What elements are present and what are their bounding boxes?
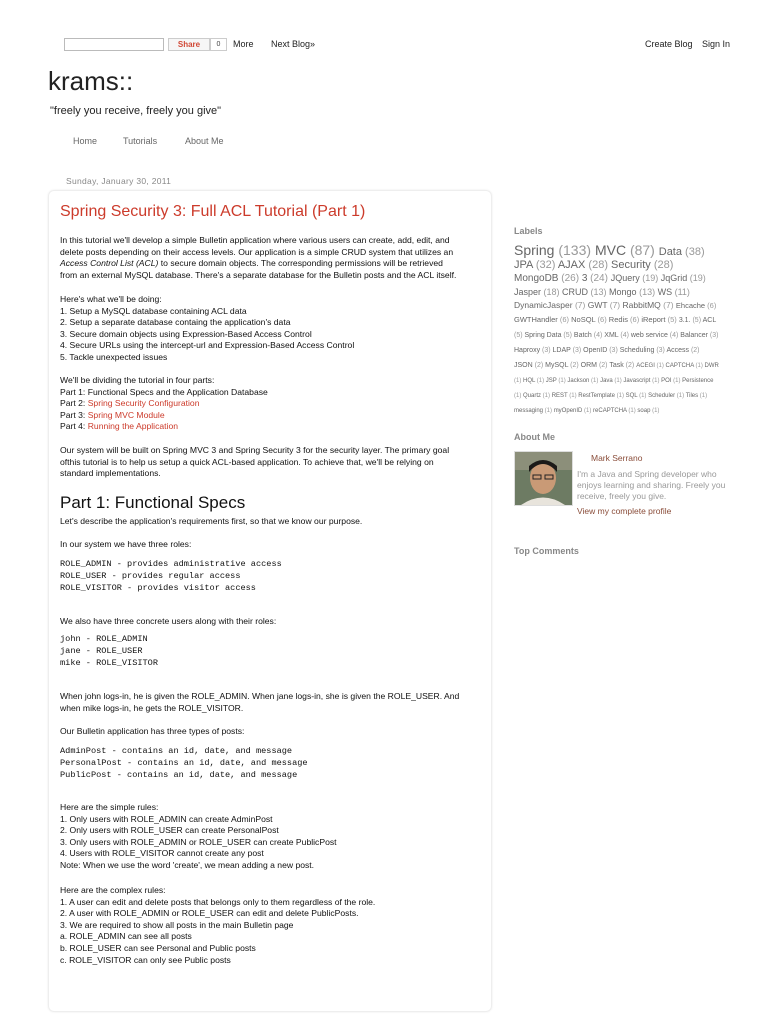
label-item [553, 347, 584, 354]
blog-title[interactable]: krams:: [48, 66, 134, 96]
label-item [567, 378, 600, 384]
label-link[interactable]: XML [604, 332, 619, 339]
label-link[interactable]: HQL [523, 378, 536, 384]
label-item [593, 408, 637, 414]
label-link[interactable]: Security [611, 259, 651, 271]
list-item: c. ROLE_VISITOR can only see Public posts [60, 954, 231, 965]
label-item [623, 378, 661, 384]
label-link[interactable]: REST [551, 393, 568, 399]
label-count: (18) [541, 287, 563, 297]
label-link[interactable]: NoSQL [571, 315, 596, 324]
post-intro: In this tutorial we'll develop a simple Bulletin application where various users can create, add, edit, and delete posts depending on their access levels. Our application is a simple CRUD system that utilizes an Access Control List (ACL) to secure domain objects. The corresponding permissions will be retrieved from an external MySQL database. There's a separate database for the Bulletin posts and the ACL itself. [60, 235, 457, 280]
list-item: 3. Secure domain objects using Expression-Based Access Control [60, 328, 312, 339]
label-count: (1) [675, 393, 686, 399]
label-count: (1) [543, 408, 554, 414]
label-item [609, 315, 642, 324]
label-link[interactable]: reCAPTCHA [593, 408, 627, 414]
label-item [525, 332, 574, 339]
label-item [571, 315, 609, 324]
label-count: (6) [705, 301, 717, 310]
label-link[interactable]: CRUD [562, 287, 589, 297]
label-item [523, 378, 546, 384]
label-item [514, 287, 562, 297]
label-item [578, 393, 625, 399]
label-link[interactable]: Task [609, 362, 624, 369]
label-count: (4) [618, 332, 631, 339]
label-link[interactable]: AJAX [557, 259, 586, 271]
label-item [666, 363, 705, 369]
about-heading: About Me [514, 432, 555, 442]
label-count: (5) [690, 317, 703, 324]
system-paragraph: Our system will be built on Spring MVC 3 and Spring Security 3 for the security layer. The primary goal ofthis tutorial is to help us setup a quick ACL-based application. To achieve that, we'll be relying on standard implementations. [60, 445, 450, 479]
tab-tutorials[interactable]: Tutorials [123, 136, 158, 146]
label-link[interactable]: Javascript [623, 378, 651, 384]
label-count: (6) [557, 315, 572, 324]
describe-text: Let's describe the application's requirements first, so that we know our purpose. [60, 516, 363, 526]
part-4-item: Part 4: Running the Application [60, 421, 179, 432]
label-item [680, 332, 718, 339]
label-item [658, 287, 690, 297]
label-link[interactable]: JQuery [610, 273, 640, 283]
label-cloud [514, 244, 720, 417]
label-item [514, 273, 582, 284]
label-link[interactable]: MongoDB [514, 273, 559, 284]
label-link[interactable]: Access [666, 347, 689, 354]
label-link[interactable]: CAPTCHA [665, 363, 694, 369]
label-item [604, 332, 631, 339]
label-count: (6) [595, 315, 609, 324]
author-name-link[interactable]: Mark Serrano [591, 453, 643, 463]
list-item: 2. Only users with ROLE_USER can create PersonalPost [60, 825, 279, 836]
label-item [636, 363, 665, 369]
list-item: 4. Secure URLs using the intercept-url and Expression-Based Access Control [60, 340, 355, 351]
share-count: 0 [210, 38, 227, 51]
label-count: (28) [585, 259, 612, 271]
label-link[interactable]: Mongo [609, 287, 637, 297]
label-count: (1) [671, 378, 683, 384]
plan-list: Here's what we'll be doing: 1. Setup a MySQL database containing ACL data 2. Setup a separate database containg the application's data 3. Secure domain objects using Expression-Based Access Control 4. Secure URLs using the intercept-url and Expression-Based Access Control 5. Tackle unexpected issues [60, 294, 485, 364]
label-item [514, 300, 588, 310]
label-item [581, 362, 610, 369]
label-count: (32) [532, 259, 558, 271]
list-item: 1. Only users with ROLE_ADMIN can create AdminPost [60, 813, 273, 824]
navbar-search-input[interactable] [64, 38, 164, 51]
label-item [546, 378, 568, 384]
label-count: (28) [650, 259, 674, 271]
label-count: (5) [665, 315, 679, 324]
label-link[interactable]: Data [658, 246, 682, 258]
label-link[interactable]: POI [661, 378, 672, 384]
label-item [582, 273, 611, 284]
label-count: (1) [514, 378, 523, 384]
label-link[interactable]: JSP [545, 378, 557, 384]
label-item [523, 393, 552, 399]
sign-in-link[interactable]: Sign In [702, 39, 731, 49]
users-heading: We also have three concrete users along with their roles: [60, 616, 277, 626]
list-item: 2. Setup a separate database containg the application's data [60, 317, 291, 328]
label-count: (1) [654, 363, 666, 369]
label-item [661, 378, 682, 384]
label-count: (6) [627, 315, 642, 324]
label-link[interactable]: MySQL [545, 362, 569, 369]
author-bio: I'm a Java and Spring developer who enjoys learning and sharing. Freely you receive, freely you give. [577, 469, 726, 501]
label-count: (26) [558, 273, 582, 284]
post-title[interactable]: Spring Security 3: Full ACL Tutorial (Part 1) [60, 203, 366, 220]
label-link[interactable]: SQL [625, 393, 638, 399]
label-count: (13) [636, 287, 658, 297]
label-count: (1) [614, 393, 626, 399]
label-count: (1) [589, 378, 601, 384]
label-link[interactable]: messaging [514, 408, 544, 414]
label-item [609, 362, 636, 369]
create-blog-link[interactable]: Create Blog [645, 39, 693, 49]
label-count: (1) [626, 408, 638, 414]
top-comments-heading: Top Comments [514, 546, 579, 556]
simple-rules: Here are the simple rules: 1. Only users with ROLE_ADMIN can create AdminPost 2. Only users with ROLE_USER can create PersonalPost 3. Only users with ROLE_ADMIN or ROLE_USER can create PublicPost 4. Users with ROLE_VISITOR cannot create any post Note: When we use the word 'create', we mean adding a new post. [60, 802, 485, 872]
label-count: (87) [626, 242, 659, 258]
label-item [574, 332, 604, 339]
label-count: (1) [650, 378, 662, 384]
tab-about-me[interactable]: About Me [185, 136, 224, 146]
label-item [611, 259, 673, 271]
label-item [659, 246, 705, 258]
label-link[interactable]: ACL [702, 317, 716, 324]
label-link[interactable]: LDAP [552, 347, 571, 354]
list-item: Note: When we use the word 'create', we mean adding a new post. [60, 859, 315, 870]
label-link[interactable]: ORM [580, 362, 597, 369]
post-date: Sunday, January 30, 2011 [66, 176, 172, 186]
label-link[interactable]: OpenID [583, 347, 608, 354]
label-count: (1) [556, 378, 568, 384]
label-item [666, 347, 699, 354]
label-count: (19) [639, 273, 661, 283]
label-item [631, 332, 680, 339]
label-link[interactable]: Java [600, 378, 613, 384]
label-link[interactable]: RestTemplate [578, 393, 615, 399]
label-link[interactable]: Haproxy [514, 347, 541, 354]
label-item [648, 393, 686, 399]
users-code: john - ROLE_ADMIN jane - ROLE_USER mike - ROLE_VISITOR [60, 634, 158, 668]
list-item: 1. A user can edit and delete posts that belongs only to them regardless of the role. [60, 896, 376, 907]
label-count: (3) [570, 347, 584, 354]
label-count: (7) [572, 300, 588, 310]
part-4-link[interactable]: Running the Application [87, 421, 179, 432]
label-link[interactable]: Scheduler [648, 393, 676, 399]
blogger-navbar [0, 33, 768, 55]
label-count: (7) [607, 300, 623, 310]
label-count: (1) [582, 408, 594, 414]
label-count: (1) [514, 393, 523, 399]
more-link[interactable]: More [233, 39, 254, 49]
label-link[interactable]: DynamicJasper [514, 300, 573, 310]
label-count: (4) [667, 332, 681, 339]
part-1-item: Part 1: Functional Specs and the Application Database [60, 386, 268, 397]
label-item [641, 315, 679, 324]
label-link[interactable]: soap [637, 408, 651, 414]
label-count: (1) [693, 363, 705, 369]
label-item [554, 408, 593, 414]
label-item [609, 287, 658, 297]
view-profile-link[interactable]: View my complete profile [577, 506, 672, 516]
label-count: (24) [587, 273, 611, 284]
label-item [514, 347, 553, 354]
label-count: (4) [591, 332, 605, 339]
label-item [514, 259, 558, 271]
label-count: (38) [682, 246, 705, 258]
label-link[interactable]: JqGrid [660, 273, 688, 283]
label-link[interactable]: web service [630, 332, 668, 339]
label-item [558, 259, 611, 271]
label-link[interactable]: Redis [608, 315, 628, 324]
label-item [620, 347, 667, 354]
label-item [545, 362, 581, 369]
part-2-link[interactable]: Spring Security Configuration [87, 398, 200, 409]
label-link[interactable]: JPA [514, 259, 533, 271]
list-item: b. ROLE_USER can see Personal and Public posts [60, 942, 256, 953]
roles-code: ROLE_ADMIN - provides administrative access ROLE_USER - provides regular access ROLE_VISITOR - provides visitor access [60, 559, 282, 593]
list-item: 1. Setup a MySQL database containing ACL data [60, 305, 247, 316]
list-item: 2. A user with ROLE_ADMIN or ROLE_USER can edit and delete PublicPosts. [60, 908, 359, 919]
next-blog-link[interactable]: Next Blog» [271, 39, 316, 49]
label-item [623, 300, 676, 310]
label-link[interactable]: ACEGI [636, 363, 655, 369]
label-count: (1) [612, 378, 624, 384]
label-count: (3) [540, 347, 553, 354]
label-count: (1) [698, 393, 708, 399]
label-link[interactable]: Ehcache [675, 301, 706, 310]
list-item: 4. Users with ROLE_VISITOR cannot create any post [60, 848, 264, 859]
label-link[interactable]: Spring Data [524, 332, 562, 339]
label-item [637, 408, 659, 414]
label-item [514, 362, 545, 369]
label-link[interactable]: Persistence [682, 378, 714, 384]
label-count: (1) [650, 408, 660, 414]
label-link[interactable]: JSON [514, 362, 533, 369]
label-link[interactable]: MVC [594, 242, 627, 258]
label-item [583, 347, 620, 354]
label-item [514, 242, 595, 258]
login-paragraph: When john logs-in, he is given the ROLE_ADMIN. When jane logs-in, she is given the ROLE_USER. And when mike logs-in, he gets the ROLE_VISITOR. [60, 691, 460, 713]
label-count: (2) [568, 362, 581, 369]
label-count: (1) [535, 378, 546, 384]
label-link[interactable]: Batch [573, 332, 592, 339]
label-count: (3) [654, 347, 667, 354]
label-link[interactable]: RabbitMQ [622, 300, 661, 310]
share-button[interactable]: Share [168, 38, 210, 51]
part-2-item: Part 2: Spring Security Configuration [60, 398, 200, 409]
label-item [679, 317, 703, 324]
label-link[interactable]: iReport [641, 315, 666, 324]
label-link[interactable]: Jasper [514, 287, 542, 297]
label-item [600, 378, 623, 384]
roles-heading: In our system we have three roles: [60, 539, 192, 549]
label-count: (11) [672, 287, 690, 297]
label-item [588, 300, 623, 310]
label-item [661, 273, 706, 283]
label-link[interactable]: Tiles [685, 393, 699, 399]
label-link[interactable]: myOpenID [553, 408, 583, 414]
post-types-code: AdminPost - contains an id, date, and message PersonalPost - contains an id, date, and message PublicPost - contains an id, date, and message [60, 746, 308, 780]
label-link[interactable]: 3 [581, 273, 588, 284]
label-count: (1) [567, 393, 579, 399]
author-avatar[interactable] [514, 451, 573, 506]
label-item [562, 287, 609, 297]
label-count: (133) [554, 242, 595, 258]
complex-rules: Here are the complex rules: 1. A user can edit and delete posts that belongs only to them regardless of the role. 2. A user with ROLE_ADMIN or ROLE_USER can edit and delete PublicPosts. 3. We are required to show all posts in the main Bulletin page a. ROLE_ADMIN can see all posts b. ROLE_USER can see Personal and Public posts c. ROLE_VISITOR can only see Public posts [60, 885, 485, 966]
label-link[interactable]: WS [657, 287, 673, 297]
label-item [595, 242, 659, 258]
label-item [686, 393, 707, 399]
label-count: (7) [660, 300, 676, 310]
labels-heading: Labels [514, 226, 543, 236]
label-item [676, 301, 716, 310]
label-link[interactable]: GWT [587, 300, 608, 310]
list-item: 5. Tackle unexpected issues [60, 351, 168, 362]
label-count: (2) [689, 347, 700, 354]
label-count: (2) [597, 362, 610, 369]
label-item [514, 315, 571, 324]
posts-heading: Our Bulletin application has three types of posts: [60, 726, 245, 736]
tab-home[interactable]: Home [73, 136, 98, 146]
label-link[interactable]: GWTHandler [514, 315, 558, 324]
blog-description: "freely you receive, freely you give" [50, 105, 222, 117]
label-count: (19) [687, 273, 706, 283]
list-item: 3. We are required to show all posts in the main Bulletin page [60, 919, 294, 930]
part-3-item: Part 3: Spring MVC Module [60, 409, 165, 420]
label-count: (1) [541, 393, 552, 399]
label-count: (1) [637, 393, 649, 399]
label-link[interactable]: Jackson [567, 378, 590, 384]
label-link[interactable]: DWR [704, 363, 719, 369]
label-link[interactable]: 3.1. [678, 317, 691, 324]
label-item [552, 393, 579, 399]
label-count: (3) [607, 347, 620, 354]
label-count: (2) [623, 362, 637, 369]
list-item: a. ROLE_ADMIN can see all posts [60, 931, 192, 942]
label-item [626, 393, 648, 399]
section-heading: Part 1: Functional Specs [60, 493, 246, 512]
label-link[interactable]: Quartz [523, 393, 542, 399]
label-count: (2) [532, 362, 546, 369]
label-link[interactable]: Balancer [680, 332, 708, 339]
label-count: (3) [707, 332, 719, 339]
label-count: (5) [514, 332, 525, 339]
label-count: (13) [588, 287, 610, 297]
parts-list: We'll be dividing the tutorial in four parts: Part 1: Functional Specs and the Application Database Part 2: Spring Security Configuration Part 3: Spring MVC Module Part 4: Running the Application [60, 375, 485, 433]
label-link[interactable]: Scheduling [619, 347, 655, 354]
list-item: 3. Only users with ROLE_ADMIN or ROLE_USER can create PublicPost [60, 836, 337, 847]
part-3-link[interactable]: Spring MVC Module [87, 409, 165, 420]
label-item [611, 273, 661, 283]
label-link[interactable]: Spring [514, 242, 555, 258]
label-count: (5) [561, 332, 574, 339]
label-item [514, 408, 554, 414]
